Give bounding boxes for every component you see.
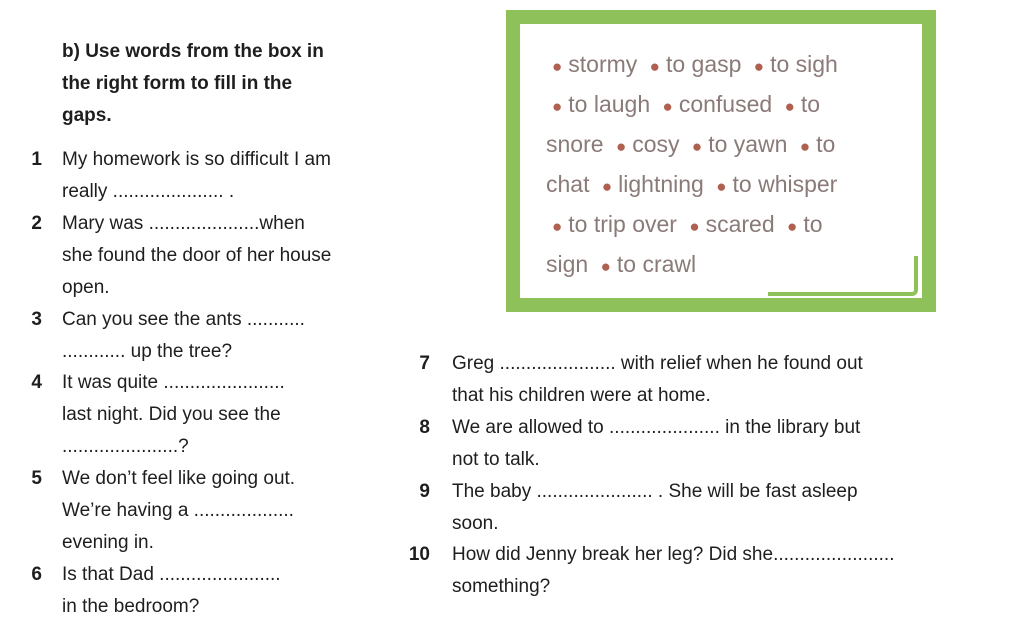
question-number: 6 [31,564,42,585]
question-line: We don’t feel like going out. [62,468,296,489]
question-line: that his children were at home. [452,385,711,406]
bullet-icon: ● [784,97,795,116]
word-box-line-6 [546,244,696,287]
question-line: evening in. [62,532,154,553]
question-line: soon. [452,513,499,534]
question-number: 4 [31,372,42,393]
question-line: not to talk. [452,449,540,470]
bullet-icon: ● [552,57,563,76]
question-line: It was quite ....................... [62,372,285,393]
bullet-icon: ● [753,57,765,76]
question-line: We are allowed to ..................... in the library but [452,417,861,438]
question-number: 9 [419,481,430,502]
word-item: to [803,211,823,237]
question-number: 7 [419,353,430,374]
bullet-icon: ● [691,137,703,156]
bullet-icon: ● [689,217,700,236]
question-line: in the bedroom? [62,596,200,617]
question-line: My homework is so difficult I am [62,149,331,170]
word-item: to gasp [665,51,742,77]
bullet-icon: ● [787,217,798,236]
question-line: We’re having a ................... [62,500,294,521]
bullet-icon: ● [649,57,660,76]
bullet-icon: ● [600,257,611,276]
question-number: 10 [408,544,430,565]
word-box-line-2 [546,84,820,127]
question-line: she found the door of her house [62,245,332,266]
question-line: really ..................... . [62,181,235,202]
word-box-line-5 [546,204,823,247]
question-number: 2 [31,213,42,234]
bullet-icon: ● [552,97,563,116]
question-number: 5 [31,468,42,489]
question-line: How did Jenny break her leg? Did she....................... [452,544,895,565]
word-item: chat [546,171,590,197]
exercise-instruction [62,36,372,132]
word-item: cosy [632,131,680,157]
word-item: snore [546,131,604,157]
word-item: to whisper [732,171,838,197]
word-item: to [816,131,836,157]
word-box-line-4 [546,164,837,207]
question-line: ............ up the tree? [62,341,233,362]
bullet-icon: ● [662,97,673,116]
instruction-line-1: b) Use words from the box in [62,41,324,62]
word-item: confused [678,91,773,117]
word-item: sign [546,251,589,277]
word-item: to crawl [616,251,697,277]
question-line: The baby ...................... . She will be fast asleep [452,481,858,502]
word-box-line-1 [546,44,838,87]
question-line: ......................? [62,436,189,457]
word-item: to trip over [568,211,677,237]
bullet-icon: ● [601,177,613,196]
instruction-line-3: gaps. [62,105,112,126]
question-line: Greg ...................... with relief when he found out [452,353,863,374]
word-item: scared [705,211,775,237]
word-item: to sigh [770,51,838,77]
instruction-line-2: the right form to fill in the [62,73,293,94]
word-box-corner-decoration [768,256,918,296]
question-line: Can you see the ants ........... [62,309,305,330]
question-line: Is that Dad ....................... [62,564,281,585]
word-item: to laugh [568,91,651,117]
bullet-icon: ● [716,177,727,196]
word-item: stormy [568,51,638,77]
word-item: to yawn [708,131,788,157]
question-line: Mary was .....................when [62,213,305,234]
question-line: open. [62,277,110,298]
bullet-icon: ● [799,137,811,156]
bullet-icon: ● [552,217,563,236]
word-item: to [800,91,821,117]
word-item: lightning [618,171,704,197]
question-number: 3 [31,309,42,330]
question-line: something? [452,576,551,597]
word-box-line-3 [546,124,835,167]
question-number: 8 [419,417,430,438]
question-number: 1 [31,149,42,170]
question-line: last night. Did you see the [62,404,281,425]
bullet-icon: ● [615,137,627,156]
